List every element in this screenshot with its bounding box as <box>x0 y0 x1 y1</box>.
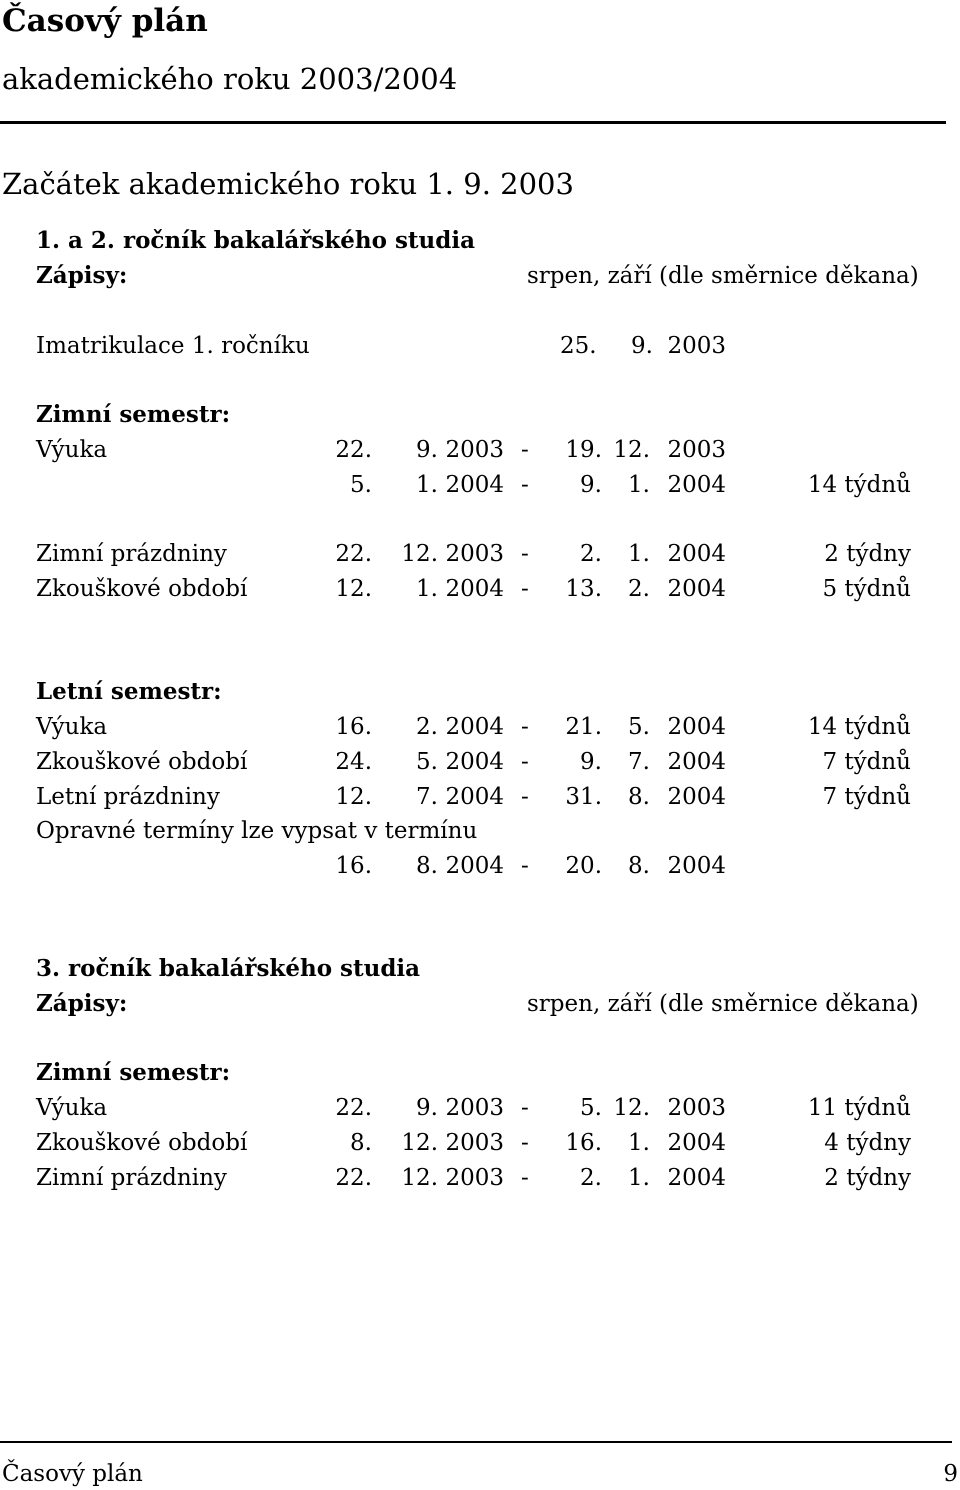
date-to-part: 16. <box>565 1130 602 1156</box>
date-to-part: 8. <box>628 784 650 810</box>
date-to-part: 9. <box>580 472 602 498</box>
zapisy-value: srpen, září (dle směrnice děkana) <box>527 263 919 289</box>
date-to-part: 7. <box>628 749 650 775</box>
date-from-part: 2004 <box>445 784 504 810</box>
date-from-part: 2004 <box>445 853 504 879</box>
date-to-part: 2. <box>628 576 650 602</box>
date-from-part: 2004 <box>445 749 504 775</box>
date-dash: - <box>521 437 529 463</box>
weeks-count: 7 týdnů <box>822 784 911 810</box>
date-dash: - <box>521 541 529 567</box>
date-from-part: 22. <box>335 437 372 463</box>
weeks-count: 14 týdnů <box>807 472 911 498</box>
date-dash: - <box>521 853 529 879</box>
opravne-label: Opravné termíny lze vypsat v termínu <box>36 818 478 844</box>
date-to-part: 2004 <box>667 576 726 602</box>
academic-year-start: Začátek akademického roku 1. 9. 2003 <box>2 167 574 201</box>
date-from-part: 2003 <box>445 1095 504 1121</box>
date-to-part: 12. <box>613 1095 650 1121</box>
date-from-part: 2004 <box>445 472 504 498</box>
footer-rule <box>0 1441 952 1443</box>
date-dash: - <box>521 1095 529 1121</box>
zapisy-label: Zápisy: <box>36 262 128 289</box>
date-from-part: 24. <box>335 749 372 775</box>
date-from-part: 12. <box>401 1130 438 1156</box>
date-from-part: 8. <box>350 1130 372 1156</box>
date-to-part: 5. <box>580 1095 602 1121</box>
date-to-part: 2004 <box>667 472 726 498</box>
date-to-part: 2004 <box>667 853 726 879</box>
date-from-part: 22. <box>335 541 372 567</box>
date-from-part: 1. <box>416 576 438 602</box>
date-to-part: 20. <box>565 853 602 879</box>
date-to-part: 2003 <box>667 437 726 463</box>
date-from-part: 16. <box>335 714 372 740</box>
imatrikulace-date-part: 25. <box>560 333 597 359</box>
date-to-part: 31. <box>565 784 602 810</box>
date-from-part: 2003 <box>445 437 504 463</box>
date-dash: - <box>521 472 529 498</box>
section-heading: 1. a 2. ročník bakalářského studia <box>36 227 475 254</box>
date-to-part: 1. <box>628 472 650 498</box>
date-from-part: 22. <box>335 1165 372 1191</box>
date-from-part: 1. <box>416 472 438 498</box>
row-label: Zimní prázdniny <box>36 1165 227 1191</box>
date-to-part: 8. <box>628 853 650 879</box>
page-subtitle: akademického roku 2003/2004 <box>2 62 458 96</box>
weeks-count: 2 týdny <box>824 1165 911 1191</box>
date-from-part: 7. <box>416 784 438 810</box>
row-label: Zkouškové období <box>36 1130 248 1156</box>
date-to-part: 5. <box>628 714 650 740</box>
date-to-part: 2004 <box>667 714 726 740</box>
date-dash: - <box>521 784 529 810</box>
winter-heading: Zimní semestr: <box>36 401 231 428</box>
row-label: Letní prázdniny <box>36 784 220 810</box>
row-label: Výuka <box>36 1095 108 1121</box>
row-label: Výuka <box>36 437 108 463</box>
date-from-part: 5. <box>416 749 438 775</box>
row-label: Zkouškové období <box>36 749 248 775</box>
date-to-part: 2004 <box>667 749 726 775</box>
date-to-part: 2004 <box>667 541 726 567</box>
weeks-count: 4 týdny <box>824 1130 911 1156</box>
date-to-part: 2. <box>580 541 602 567</box>
date-to-part: 2004 <box>667 1130 726 1156</box>
date-from-part: 2003 <box>445 1165 504 1191</box>
date-dash: - <box>521 714 529 740</box>
date-to-part: 9. <box>580 749 602 775</box>
date-from-part: 8. <box>416 853 438 879</box>
imatrikulace-label: Imatrikulace 1. ročníku <box>36 333 310 359</box>
date-to-part: 21. <box>565 714 602 740</box>
zapisy-value: srpen, září (dle směrnice děkana) <box>527 991 919 1017</box>
row-label: Zimní prázdniny <box>36 541 227 567</box>
date-to-part: 2004 <box>667 784 726 810</box>
weeks-count: 7 týdnů <box>822 749 911 775</box>
date-to-part: 19. <box>565 437 602 463</box>
date-from-part: 5. <box>350 472 372 498</box>
weeks-count: 2 týdny <box>824 541 911 567</box>
weeks-count: 14 týdnů <box>807 714 911 740</box>
date-dash: - <box>521 1165 529 1191</box>
section-heading: 3. ročník bakalářského studia <box>36 955 421 982</box>
page-title: Časový plán <box>2 3 208 39</box>
date-from-part: 12. <box>401 1165 438 1191</box>
weeks-count: 11 týdnů <box>807 1095 911 1121</box>
date-to-part: 1. <box>628 541 650 567</box>
date-to-part: 13. <box>565 576 602 602</box>
date-to-part: 2004 <box>667 1165 726 1191</box>
date-to-part: 1. <box>628 1130 650 1156</box>
row-label: Zkouškové období <box>36 576 248 602</box>
date-from-part: 2004 <box>445 714 504 740</box>
date-to-part: 12. <box>613 437 650 463</box>
date-to-part: 2. <box>580 1165 602 1191</box>
footer-title: Časový plán <box>2 1461 143 1487</box>
date-from-part: 2. <box>416 714 438 740</box>
date-from-part: 12. <box>335 576 372 602</box>
date-to-part: 2003 <box>667 1095 726 1121</box>
date-from-part: 12. <box>335 784 372 810</box>
date-from-part: 9. <box>416 437 438 463</box>
date-dash: - <box>521 576 529 602</box>
zapisy-label: Zápisy: <box>36 990 128 1017</box>
row-label: Výuka <box>36 714 108 740</box>
date-from-part: 2004 <box>445 576 504 602</box>
date-dash: - <box>521 1130 529 1156</box>
date-dash: - <box>521 749 529 775</box>
imatrikulace-date-part: 9. <box>631 333 653 359</box>
date-from-part: 12. <box>401 541 438 567</box>
date-from-part: 9. <box>416 1095 438 1121</box>
imatrikulace-date-part: 2003 <box>667 333 726 359</box>
winter-heading: Zimní semestr: <box>36 1059 231 1086</box>
page-number: 9 <box>943 1461 958 1487</box>
weeks-count: 5 týdnů <box>822 576 911 602</box>
date-to-part: 1. <box>628 1165 650 1191</box>
date-from-part: 2003 <box>445 1130 504 1156</box>
header-rule <box>0 121 946 124</box>
summer-heading: Letní semestr: <box>36 678 222 705</box>
date-from-part: 22. <box>335 1095 372 1121</box>
date-from-part: 16. <box>335 853 372 879</box>
date-from-part: 2003 <box>445 541 504 567</box>
